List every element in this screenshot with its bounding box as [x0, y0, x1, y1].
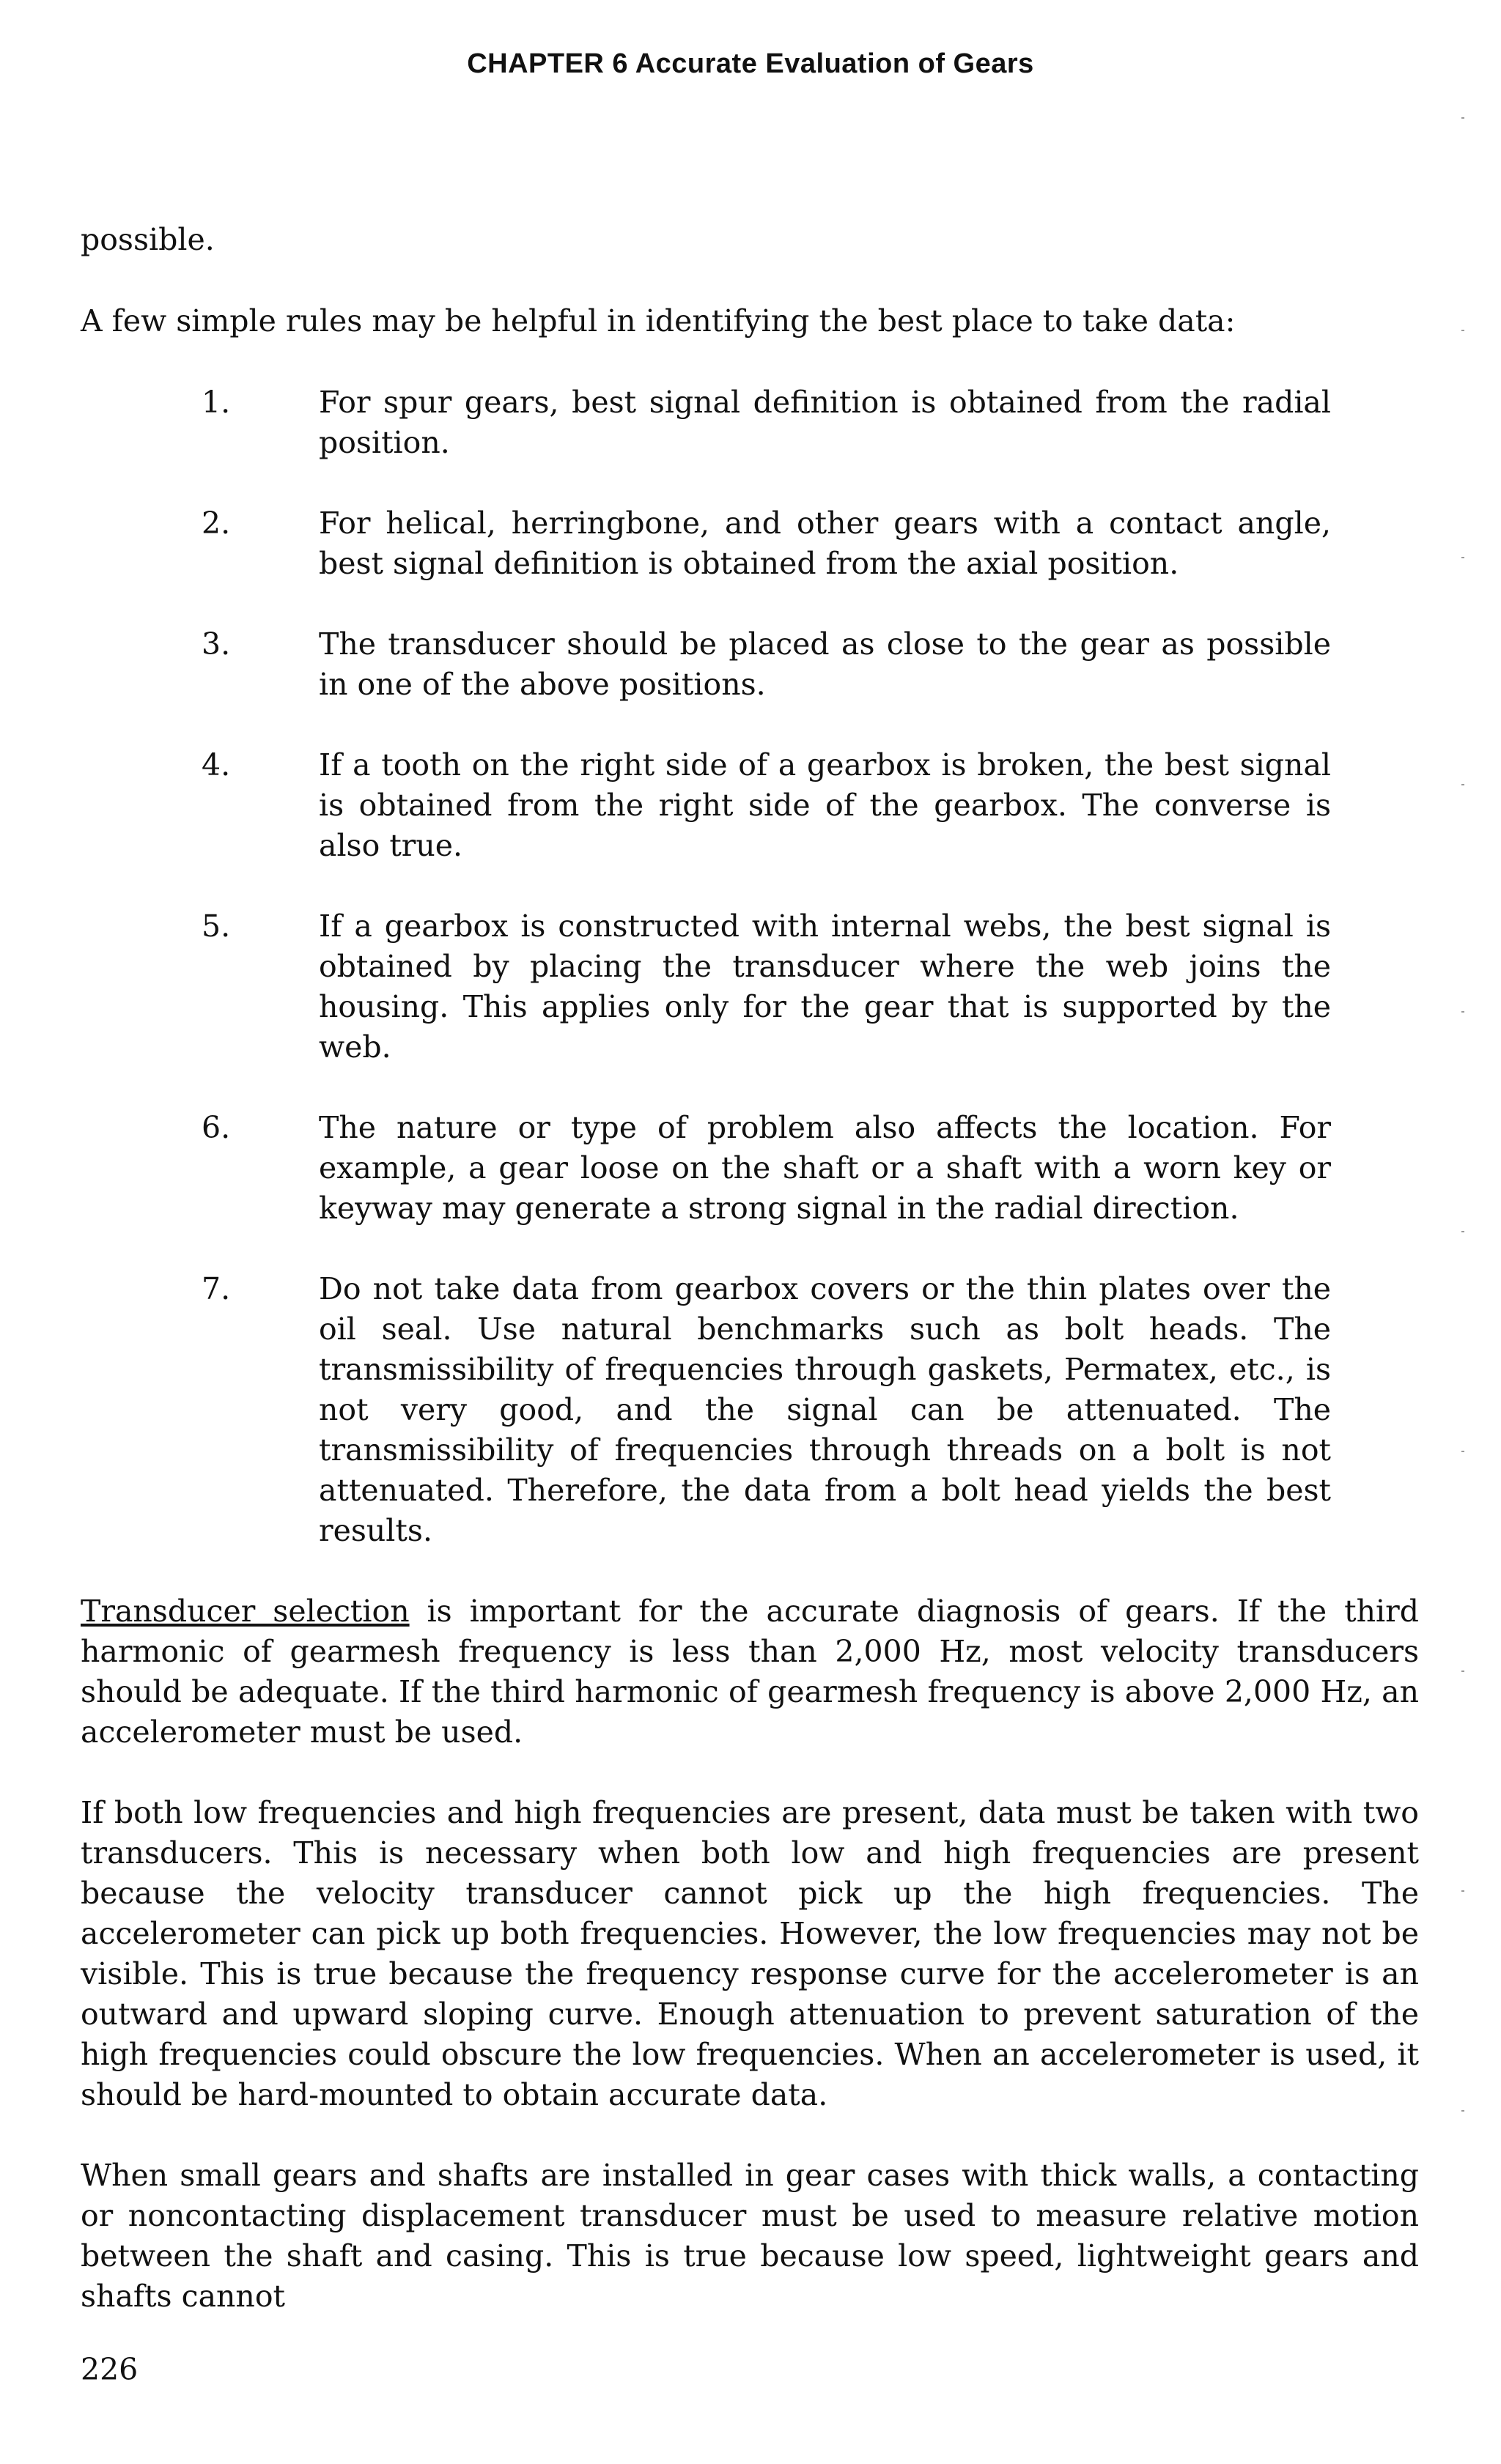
small-gears-paragraph: When small gears and shafts are installed in gear cases with thick walls, a contacting or noncontacting displacement transducer must be used to measure relative motion between the shaft and casing. This is true because low speed, lightweight gears and shafts cannot [81, 2158, 1419, 2314]
rule-number: 3. [202, 626, 231, 662]
rule-text: If a gearbox is constructed with internal webs, the best signal is obtained by placing the transducer where the web joins the housing. This applies only for the gear that is supported by the web. [319, 909, 1331, 1065]
page-number: 226 [81, 2352, 139, 2387]
transducer-selection-term: Transducer selection [81, 1594, 410, 1629]
rule-number: 6. [202, 1110, 231, 1145]
rule-number: 4. [202, 747, 231, 783]
list-item [81, 745, 1419, 866]
running-header: CHAPTER 6 Accurate Evaluation of Gears [467, 48, 1034, 79]
list-item [81, 382, 1419, 463]
rule-number: 5. [202, 909, 231, 944]
body-text [81, 220, 1419, 2357]
rule-text: If a tooth on the right side of a gearbox is broken, the best signal is obtained from the right side of the gearbox. The converse is also true. [319, 747, 1331, 863]
list-item [81, 624, 1419, 705]
rule-text: Do not take data from gearbox covers or the thin plates over the oil seal. Use natural benchmarks such as bolt heads. The transmissibility of frequencies through gaskets, Permatex, etc., is not very good, and the signal can be attenuated. The transmissibility of frequencies through threads on a bolt is not attenuated. Therefore, the data from a bolt head yields the best results. [319, 1271, 1331, 1548]
low-high-frequency-paragraph: If both low frequencies and high frequencies are present, data must be taken with two transducers. This is necessary when both low and high frequencies are present because the velocity transducer cannot pick up the high frequencies. The accelerometer can pick up both frequencies. However, the low frequencies may not be visible. This is true because the frequency response curve for the accelerometer is an outward and upward sloping curve. Enough attenuation to prevent saturation of the high frequencies could obscure the low frequencies. When an accelerometer is used, it should be hard-mounted to obtain accurate data. [81, 1795, 1419, 2112]
list-item [81, 1269, 1419, 1551]
rule-text: For helical, herringbone, and other gears with a contact angle, best signal definition is obtained from the axial position. [319, 506, 1331, 581]
list-item [81, 503, 1419, 584]
list-item [81, 1108, 1419, 1229]
rules-intro: A few simple rules may be helpful in identifying the best place to take data: [81, 303, 1236, 338]
rule-number: 1. [202, 385, 231, 420]
rule-text: The nature or type of problem also affects the location. For example, a gear loose on the shaft or a shaft with a worn key or keyway may generate a strong signal in the radial direction. [319, 1110, 1331, 1226]
rule-number: 7. [202, 1271, 231, 1306]
transducer-selection-text: is important for the accurate diagnosis of gears. If the third harmonic of gearmesh frequency is less than 2,000 Hz, most velocity transducers should be adequate. If the third harmonic of gearmesh frequency is above 2,000 Hz, an accelerometer must be used. [81, 1594, 1420, 1750]
rule-text: For spur gears, best signal definition is obtained from the radial position. [319, 385, 1331, 460]
rule-number: 2. [202, 506, 231, 541]
continuation-text: possible. [81, 222, 215, 257]
margin-scan-marks [1461, 88, 1464, 2286]
rules-list [81, 382, 1419, 1551]
list-item [81, 906, 1419, 1068]
transducer-selection-paragraph [81, 1591, 1419, 1753]
rule-text: The transducer should be placed as close to the gear as possible in one of the above positions. [319, 626, 1331, 702]
